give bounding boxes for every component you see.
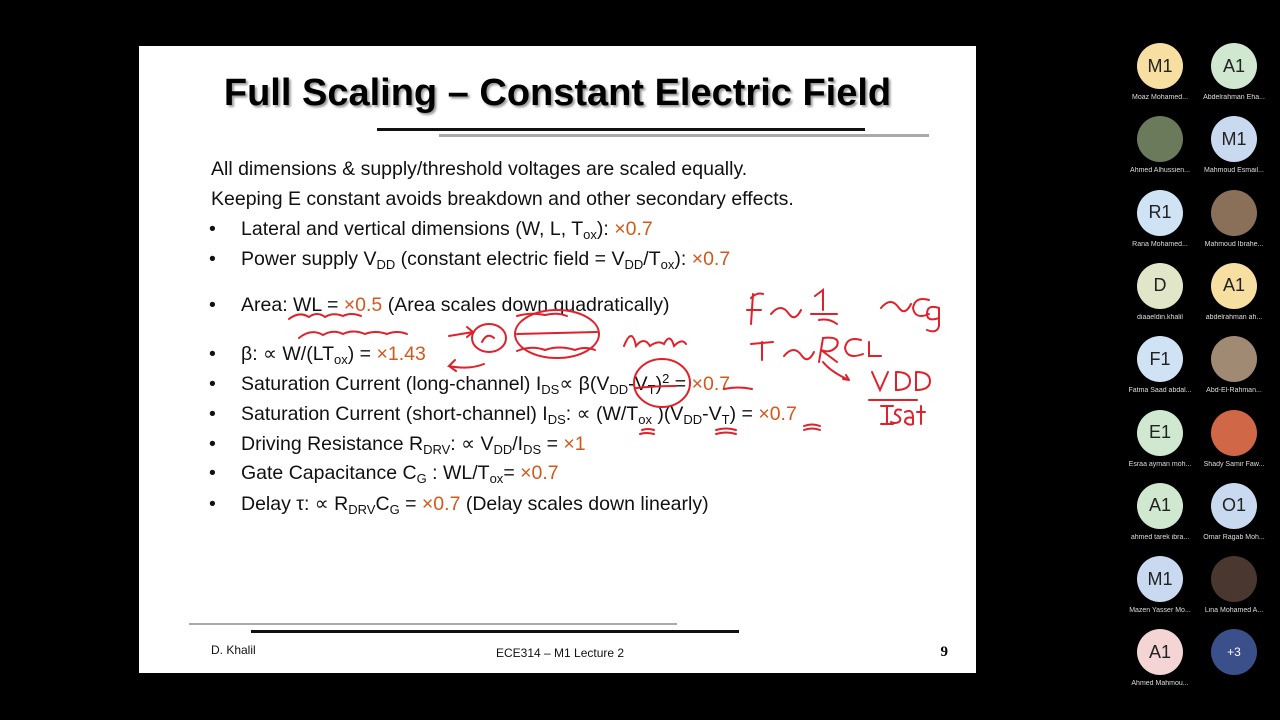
participant-name: Abdelrahman Eha... bbox=[1203, 94, 1265, 101]
ink-stroke bbox=[872, 372, 930, 390]
participant-avatar: A1 bbox=[1211, 263, 1257, 309]
participant-tile[interactable] bbox=[1127, 263, 1193, 321]
participant-avatar: +3 bbox=[1211, 629, 1257, 675]
ink-stroke bbox=[449, 327, 473, 337]
bullet-marker: • bbox=[209, 373, 216, 395]
participant-tile[interactable] bbox=[1127, 410, 1193, 468]
scale-factor: ×0.7 bbox=[691, 373, 731, 395]
participant-tile[interactable] bbox=[1127, 556, 1193, 614]
ink-stroke bbox=[517, 314, 567, 316]
ink-stroke bbox=[299, 332, 407, 339]
ink-stroke bbox=[482, 336, 494, 342]
participant-name: ahmed tarek ibra... bbox=[1130, 533, 1190, 541]
bullet-gate-capacitance: • Gate Capacitance $C_G$ : $WL/T_{ox}= \times 0.7$ bbox=[209, 462, 559, 486]
ink-stroke bbox=[289, 314, 361, 319]
participant-photo bbox=[1211, 190, 1257, 236]
participant-tile[interactable] bbox=[1201, 556, 1267, 614]
participant-avatar: E1 bbox=[1137, 410, 1183, 456]
scale-factor: ×1.43 bbox=[376, 343, 426, 365]
ink-stroke bbox=[640, 429, 654, 434]
ink-stroke bbox=[517, 332, 597, 334]
intro-line-2: Keeping E constant avoids breakdown and other secondary effects. bbox=[211, 188, 794, 210]
participant-tile[interactable] bbox=[1127, 336, 1193, 394]
participant-tile[interactable] bbox=[1201, 263, 1267, 321]
intro-line-1: All dimensions & supply/threshold voltages are scaled equally. bbox=[211, 158, 748, 180]
ink-stroke bbox=[869, 342, 881, 356]
ink-stroke bbox=[784, 350, 814, 359]
participant-tile[interactable] bbox=[1127, 483, 1193, 541]
participant-name: Lina Mohamed A... bbox=[1204, 607, 1264, 615]
participant-tile[interactable] bbox=[1201, 190, 1267, 248]
participant-name: Omar Ragab Moh... bbox=[1203, 533, 1265, 541]
bullet-beta: • β: ∝ $W/(LT_{ox}) = \times 1.43$ bbox=[209, 343, 426, 367]
participant-photo bbox=[1211, 556, 1257, 602]
ink-stroke bbox=[927, 307, 939, 331]
participant-tile[interactable] bbox=[1127, 190, 1193, 248]
participant-name: Ahmed Alhussien... bbox=[1130, 167, 1190, 175]
participant-name: Shady Samir Faw... bbox=[1203, 460, 1265, 468]
participant-avatar: O1 bbox=[1211, 483, 1257, 529]
bullet-marker: • bbox=[209, 462, 216, 484]
scale-factor: ×0.7 bbox=[520, 462, 559, 484]
participant-avatar: M1 bbox=[1211, 116, 1257, 162]
participant-avatar: D bbox=[1137, 263, 1183, 309]
participant-avatar: A1 bbox=[1211, 43, 1257, 89]
participant-name: diaaeldin.khalil bbox=[1137, 313, 1183, 321]
ink-stroke bbox=[804, 425, 820, 431]
bullet-power-supply: • Power supply $V_{DD}$ (constant electric field = $V_{DD}/T_{ox}$): ×0.7 bbox=[209, 248, 731, 272]
scale-factor: ×1 bbox=[563, 433, 586, 455]
bullet-marker: • bbox=[209, 343, 216, 365]
bullet-marker: • bbox=[209, 248, 216, 270]
participant-avatar: A1 bbox=[1137, 629, 1183, 675]
footer-author: D. Khalil bbox=[211, 643, 256, 657]
ink-stroke bbox=[845, 339, 863, 356]
participant-name: Mahmoud Ibrahe... bbox=[1204, 240, 1264, 248]
participant-tile[interactable] bbox=[1201, 336, 1267, 394]
bullet-marker: • bbox=[209, 433, 216, 455]
bullet-sat-current-short: • Saturation Current (short-channel) $I_{DS}$: ∝ ($W/T_{ox}$ )$(V_{DD}-V_T) = \times 0.7$ bbox=[209, 403, 797, 427]
ink-stroke bbox=[751, 342, 773, 360]
participant-tile[interactable] bbox=[1201, 410, 1267, 468]
participant-avatar: F1 bbox=[1137, 336, 1183, 382]
bullet-marker: • bbox=[209, 294, 216, 316]
ink-annotations bbox=[139, 46, 976, 673]
participant-name: Moaz Mohamed... bbox=[1131, 94, 1189, 101]
participant-avatar: A1 bbox=[1137, 483, 1183, 529]
participant-name: abdelrahman ah... bbox=[1205, 313, 1263, 321]
ink-stroke bbox=[881, 302, 911, 311]
bullet-marker: • bbox=[209, 493, 216, 515]
scale-factor: ×0.7 bbox=[758, 403, 797, 425]
bullet-area: • Area: WL = ×0.5 (Area scales down quadratically) bbox=[209, 294, 670, 316]
bullet-marker: • bbox=[209, 403, 216, 425]
footer-rule-black bbox=[251, 630, 739, 633]
participant-tile[interactable] bbox=[1201, 43, 1267, 101]
ink-stroke bbox=[636, 386, 676, 388]
ink-stroke bbox=[624, 336, 686, 346]
participant-tile[interactable] bbox=[1201, 116, 1267, 174]
bullet-sat-current-long: • Saturation Current (long-channel) $I_{DS}\propto \beta(V_{DD}-V_T)^2 = \times 0.7$ bbox=[209, 371, 731, 397]
participant-avatar: M1 bbox=[1137, 556, 1183, 602]
participant-name: Abd-El-Rahman... bbox=[1206, 387, 1262, 395]
ink-stroke bbox=[716, 429, 736, 435]
participant-photo bbox=[1211, 336, 1257, 382]
footer-course: ECE314 – M1 Lecture 2 bbox=[496, 646, 625, 660]
scale-factor: ×0.7 bbox=[614, 218, 653, 240]
participant-tile[interactable] bbox=[1127, 116, 1193, 174]
page-number: 9 bbox=[940, 644, 948, 660]
ink-stroke bbox=[819, 338, 838, 362]
participant-photo bbox=[1137, 116, 1183, 162]
participant-name: Ahmed Mahmou... bbox=[1131, 680, 1189, 688]
ink-stroke bbox=[634, 359, 690, 407]
slide bbox=[139, 46, 976, 673]
more-participants-tile[interactable] bbox=[1201, 629, 1267, 675]
ink-stroke bbox=[747, 294, 763, 325]
ink-stroke bbox=[449, 360, 484, 371]
participant-name: Esraa ayman moh... bbox=[1128, 460, 1192, 468]
participant-photo bbox=[1211, 410, 1257, 456]
bullet-marker: • bbox=[209, 218, 216, 240]
bullet-driving-resistance: • Driving Resistance $R_{DRV}$: ∝ $V_{DD}/I_{DS} = \times 1$ bbox=[209, 433, 586, 457]
participant-avatar: R1 bbox=[1137, 190, 1183, 236]
ink-stroke bbox=[472, 324, 506, 352]
scale-factor: ×0.5 bbox=[343, 294, 383, 316]
bullet-delay: • Delay τ: ∝ $R_{DRV}C_G = \times 0.7$ (Delay scales down linearly) bbox=[209, 493, 709, 517]
participant-avatar: M1 bbox=[1137, 43, 1183, 89]
bullet-dimensions: • Lateral and vertical dimensions (W, L, $T_{ox}$): ×0.7 bbox=[209, 218, 653, 242]
ink-stroke bbox=[823, 362, 849, 380]
ink-stroke bbox=[811, 290, 837, 324]
participant-tile[interactable] bbox=[1127, 43, 1193, 101]
ink-stroke bbox=[881, 406, 925, 425]
participant-tile[interactable] bbox=[1201, 483, 1267, 541]
slide-title: Full Scaling – Constant Electric Field bbox=[223, 72, 892, 114]
ink-stroke bbox=[517, 348, 595, 352]
scale-factor: ×0.7 bbox=[691, 248, 731, 270]
participant-name: Mahmoud Esmail... bbox=[1204, 167, 1264, 175]
participant-tile[interactable] bbox=[1127, 629, 1193, 687]
ink-stroke bbox=[771, 308, 801, 317]
participant-name: Rana Mohamed... bbox=[1132, 240, 1188, 248]
participant-name: Fatma Saad abdal... bbox=[1128, 387, 1192, 395]
scale-factor: ×0.7 bbox=[421, 493, 461, 515]
ink-stroke bbox=[724, 388, 752, 390]
participant-name: Mazen Yasser Mo... bbox=[1129, 607, 1191, 615]
footer-rule-gray bbox=[189, 623, 677, 625]
